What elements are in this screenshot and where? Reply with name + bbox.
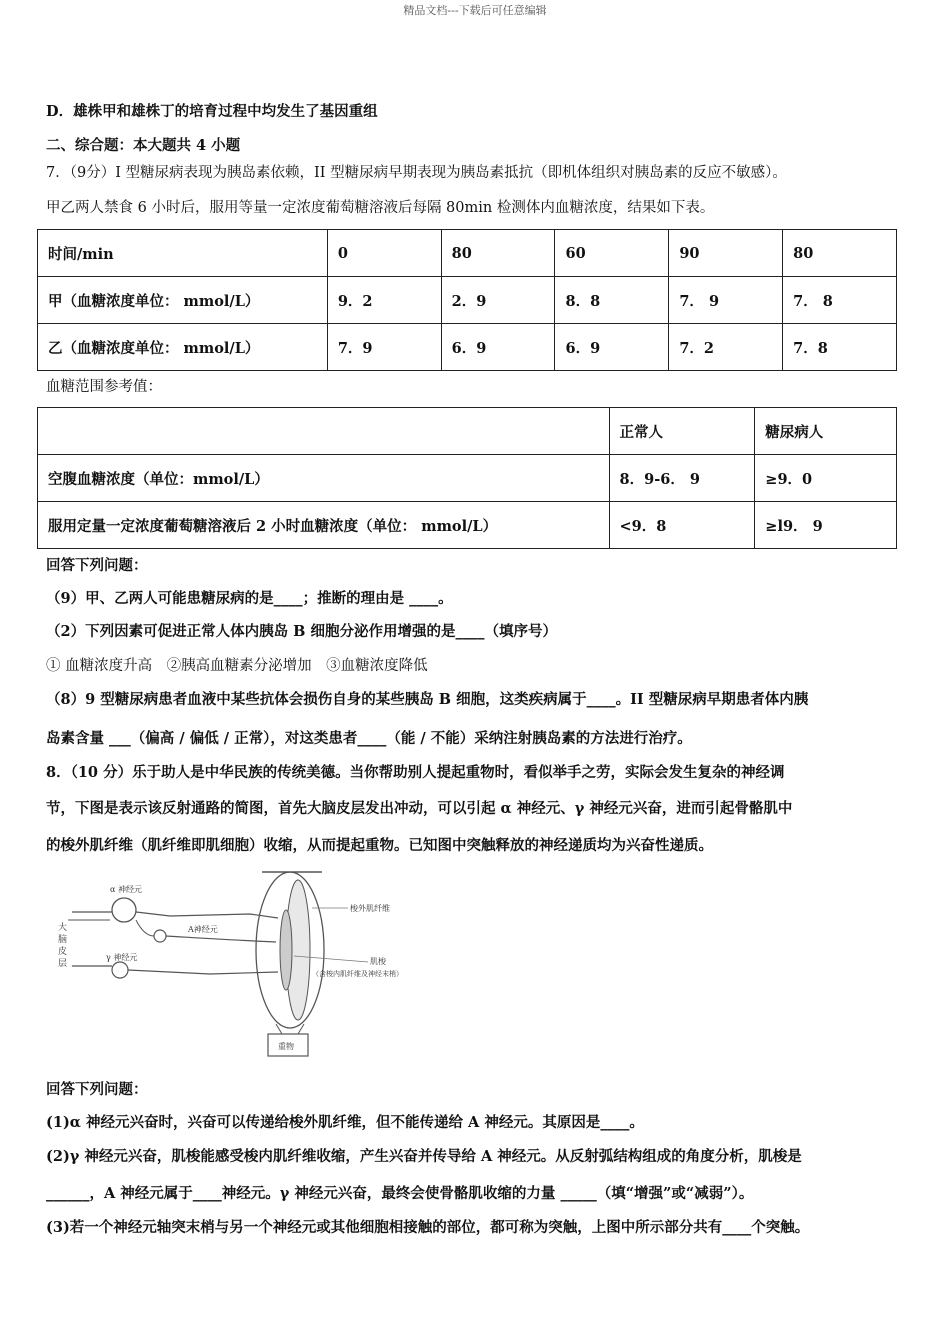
table-row: [38, 455, 897, 502]
gamma-neuron-body: [112, 962, 128, 978]
table-cell: 8．9-6． 9: [609, 455, 755, 502]
alpha-axon: [136, 912, 278, 918]
table-cell: 80: [441, 230, 555, 277]
weight-label: 重物: [278, 1042, 294, 1051]
cortex-label: 皮: [58, 947, 68, 957]
cortex-label: 脑: [58, 935, 68, 945]
q7-part3-a: （8）9 型糖尿病患者血液中某些抗体会损伤自身的某些胰岛 B 细胞，这类疾病属于____。II 型糖尿病早期患者体内胰: [46, 691, 809, 708]
spindle-label: 肌梭: [370, 957, 386, 966]
table-cell: ≥9．0: [755, 455, 897, 502]
table-cell: 0: [327, 230, 441, 277]
table-cell: 正常人: [609, 408, 755, 455]
table-row: [38, 408, 897, 455]
table-cell: <9．8: [609, 502, 755, 549]
extrafusal-label: 梭外肌纤维: [350, 904, 390, 913]
q8-intro-a: 8．（10 分）乐于助人是中华民族的传统美德。当你帮助别人提起重物时，看似举手之劳，实际会发生复杂的神经调: [46, 764, 785, 781]
q7-part2: （2）下列因素可促进正常人体内胰岛 B 细胞分泌作用增强的是____（填序号）: [46, 623, 557, 640]
gamma-neuron-label: γ 神经元: [106, 953, 138, 962]
table-cell: 2．9: [441, 277, 555, 324]
q8-part3: (3)若一个神经元轴突末梢与另一个神经元或其他细胞相接触的部位，都可称为突触，上图中所示部分共有____个突触。: [46, 1219, 810, 1236]
table-row: [38, 324, 897, 371]
table-cell: 糖尿病人: [755, 408, 897, 455]
q7-intro: 7．（9分）I 型糖尿病表现为胰岛素依赖，II 型糖尿病早期表现为胰岛素抵抗（即机体组织对胰岛素的反应不敏感）。: [46, 165, 787, 181]
q7-part3-b: 岛素含量 ___（偏高 / 偏低 / 正常），对这类患者____（能 / 不能）采纳注射胰岛素的方法进行治疗。: [46, 730, 692, 747]
gamma-axon: [128, 970, 278, 974]
table-row: [38, 277, 897, 324]
q8-intro-b: 节，下图是表示该反射通路的简图，首先大脑皮层发出冲动，可以引起 α 神经元、γ 神经元兴奋，进而引起骨骼肌中: [46, 800, 793, 817]
q7-part1: （9）甲、乙两人可能患糖尿病的是____；推断的理由是 ____。: [46, 590, 453, 607]
reference-label: 血糖范围参考值：: [46, 379, 162, 395]
table-cell: 甲（血糖浓度单位： mmol/L）: [38, 277, 328, 324]
cortex-label: 大: [58, 923, 68, 933]
table-cell: 7．9: [327, 324, 441, 371]
answer-prompt-2: 回答下列问题：: [46, 1081, 148, 1098]
q7-intro-2: 甲乙两人禁食 6 小时后，服用等量一定浓度葡萄糖溶液后每隔 80min 检测体内血糖浓度，结果如下表。: [46, 200, 715, 216]
table-cell: ≥l9． 9: [755, 502, 897, 549]
table-cell: 7． 8: [783, 277, 897, 324]
reference-table: [37, 407, 897, 549]
glucose-table: [37, 229, 897, 371]
cortex-label: 层: [58, 959, 68, 969]
a-neuron-body: [154, 930, 166, 942]
q8-intro-c: 的梭外肌纤维（肌纤维即肌细胞）收缩，从而提起重物。已知图中突触释放的神经递质均为兴奋性递质。: [46, 837, 713, 854]
table-cell: 9．2: [327, 277, 441, 324]
a-neuron-label: A神经元: [188, 925, 218, 934]
q8-part2-a: (2)γ 神经元兴奋，肌梭能感受梭内肌纤维收缩，产生兴奋并传导给 A 神经元。从反射弧结构组成的角度分析，肌梭是: [46, 1148, 802, 1165]
table-cell: 7．8: [783, 324, 897, 371]
alpha-neuron-body: [112, 898, 136, 922]
table-cell: 7．2: [669, 324, 783, 371]
table-cell: 空腹血糖浓度（单位：mmol/L）: [38, 455, 610, 502]
table-cell: 60: [555, 230, 669, 277]
table-cell: [38, 408, 610, 455]
table-cell: 6．9: [441, 324, 555, 371]
q8-part1: (1)α 神经元兴奋时，兴奋可以传递给梭外肌纤维，但不能传递给 A 神经元。其原因是____。: [46, 1114, 644, 1131]
q7-part2-options: ① 血糖浓度升高 ②胰高血糖素分泌增加 ③血糖浓度降低: [46, 658, 428, 674]
spindle-note: （含梭内肌纤维及神经末梢）: [312, 970, 403, 978]
table-cell: 时间/min: [38, 230, 328, 277]
table-cell: 乙（血糖浓度单位： mmol/L）: [38, 324, 328, 371]
a-neuron-axon: [166, 936, 276, 942]
table-cell: 90: [669, 230, 783, 277]
table-cell: 8．8: [555, 277, 669, 324]
q8-part2-b: ______，A 神经元属于____神经元。γ 神经元兴奋，最终会使骨骼肌收缩的力量 _____（填“增强”或“减弱”）。: [46, 1185, 754, 1202]
section-title: 二、综合题：本大题共 4 小题: [46, 137, 241, 154]
table-row: [38, 502, 897, 549]
alpha-neuron-label: α 神经元: [110, 885, 142, 894]
table-cell: 80: [783, 230, 897, 277]
table-cell: 7． 9: [669, 277, 783, 324]
answer-prompt: 回答下列问题：: [46, 557, 148, 574]
table-cell: 6．9: [555, 324, 669, 371]
option-d: D．雄株甲和雄株丁的培育过程中均发生了基因重组: [46, 103, 378, 120]
page-header: 精品文档---下载后可任意编辑: [403, 4, 547, 17]
table-row: [38, 230, 897, 277]
reflex-diagram: [50, 866, 470, 1060]
muscle-spindle: [280, 910, 292, 990]
a-neuron-synapse: [136, 920, 154, 936]
table-cell: 服用定量一定浓度葡萄糖溶液后 2 小时血糖浓度（单位： mmol/L）: [38, 502, 610, 549]
